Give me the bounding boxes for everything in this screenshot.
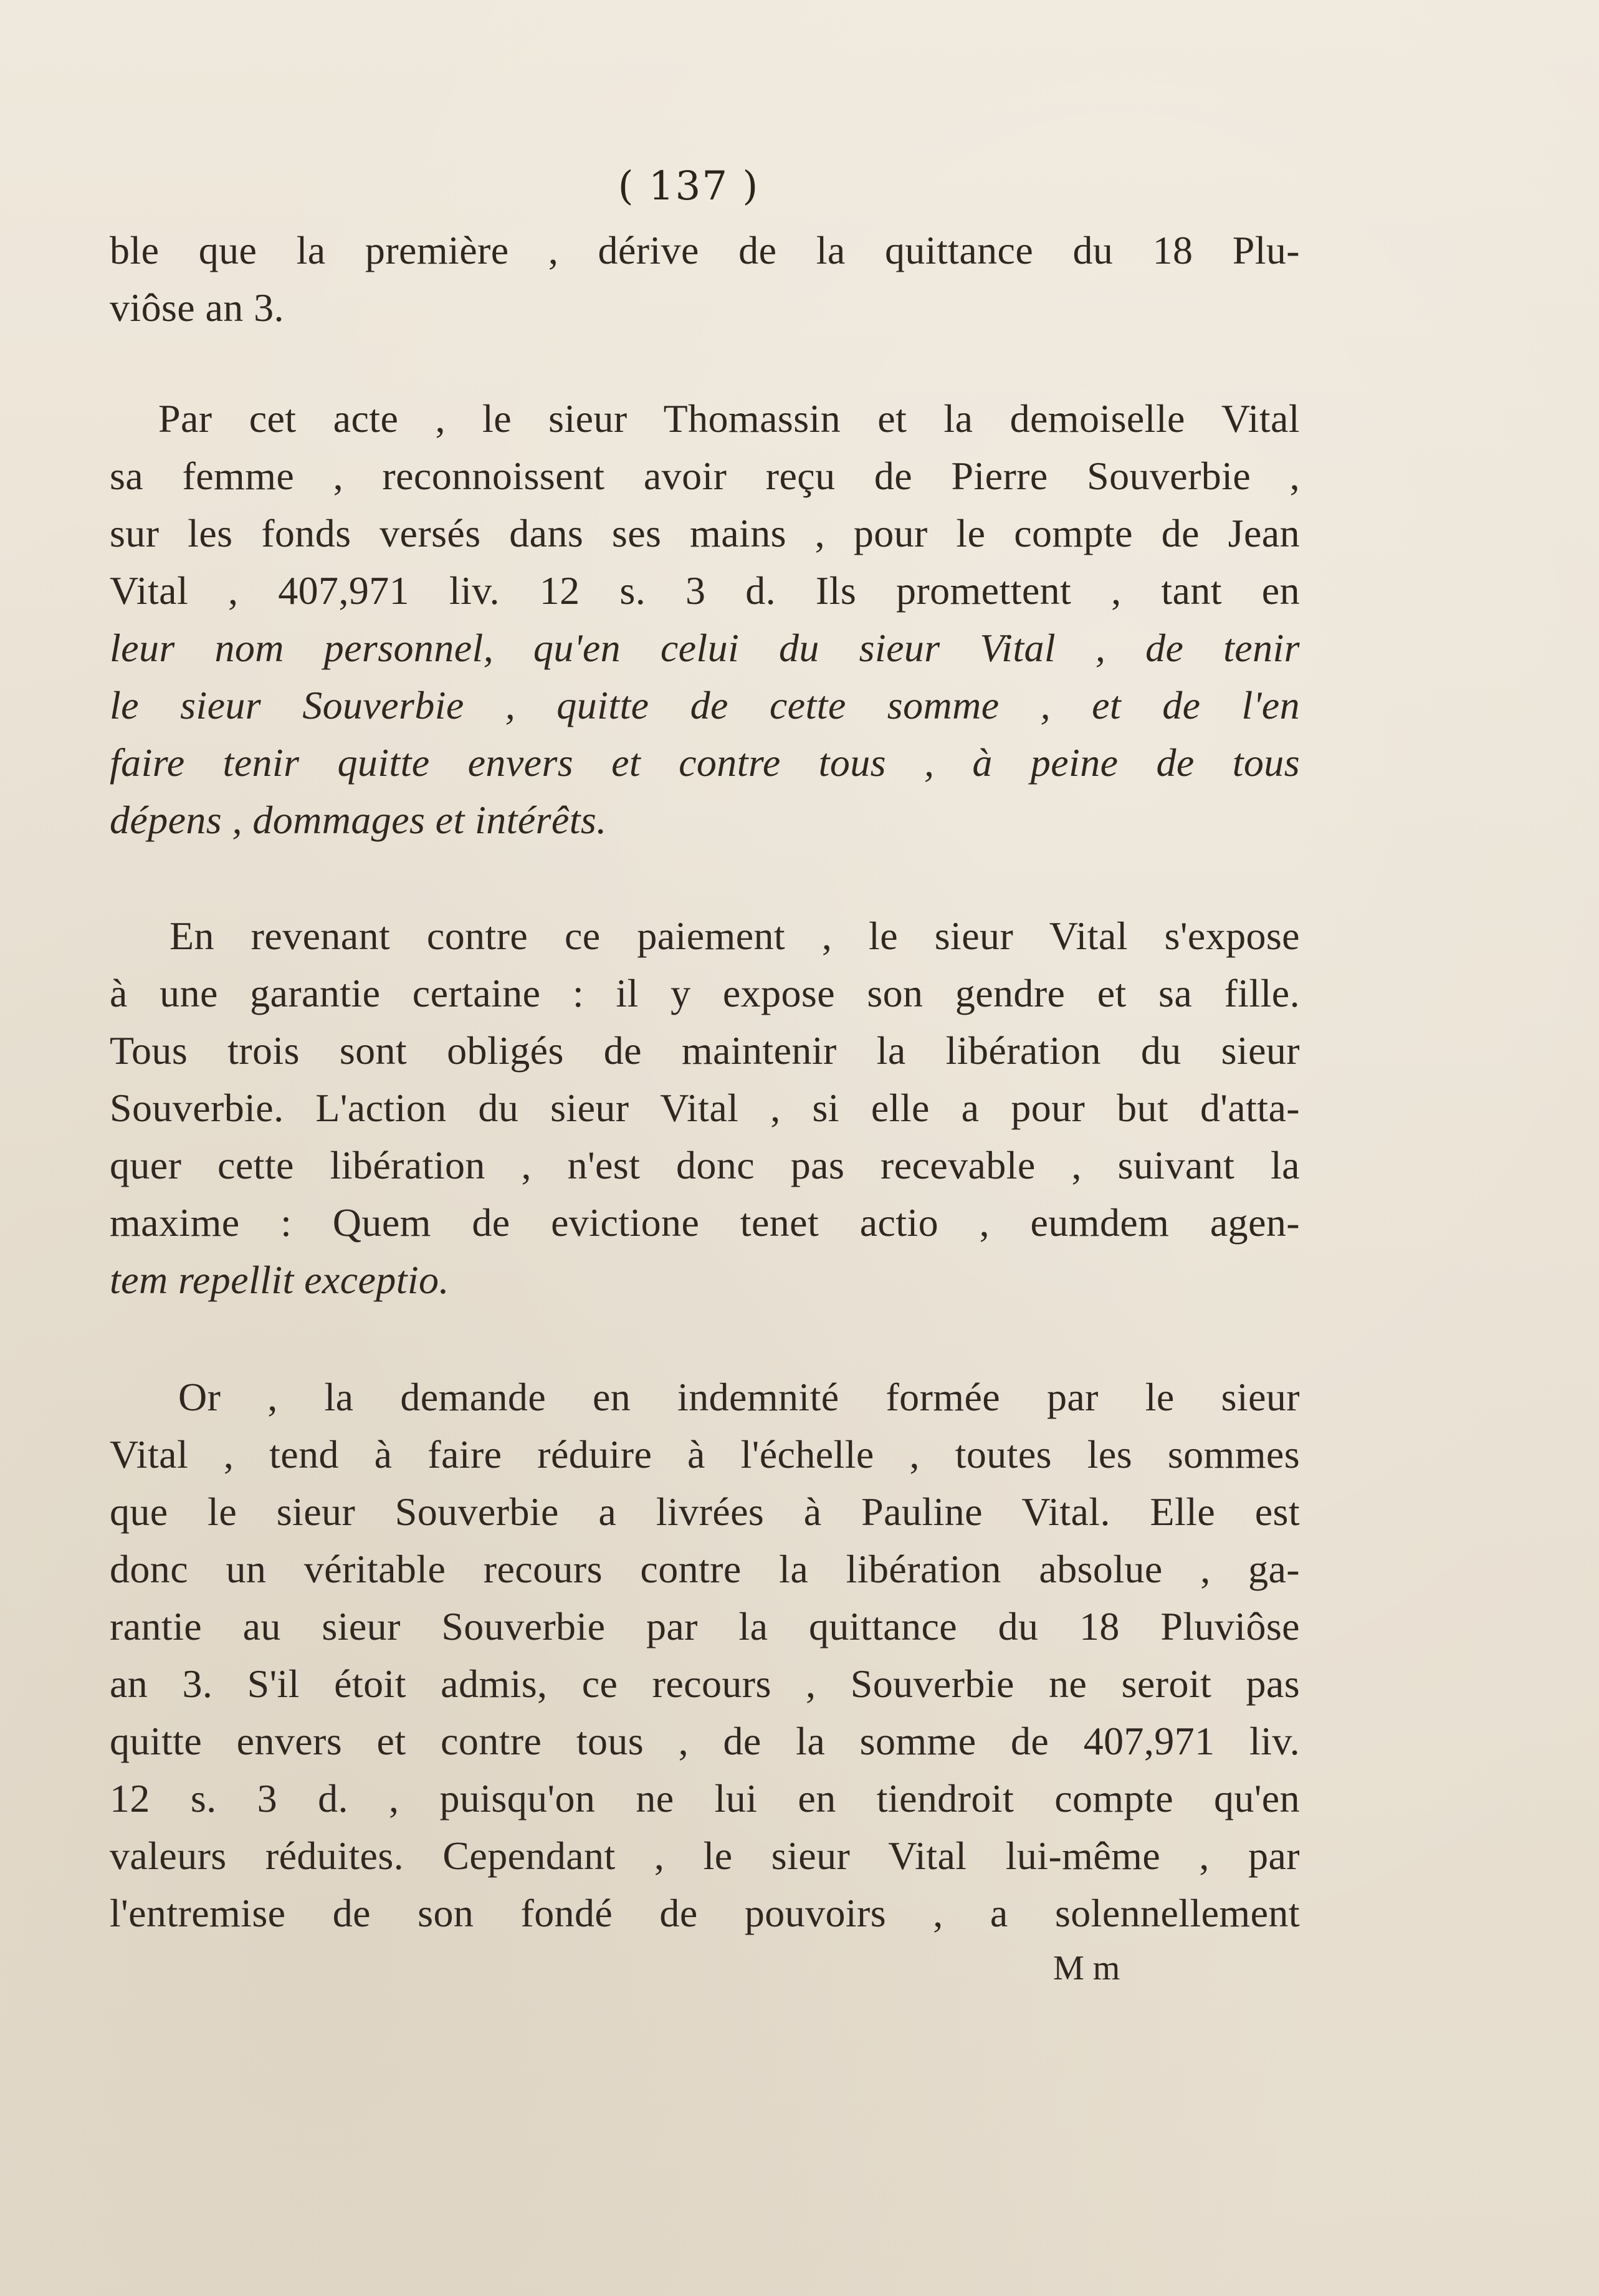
text-line: quer cette libération , n'est donc pas recevable , suivant la bbox=[110, 1143, 1300, 1187]
text-line-italic: leur nom personnel, qu'en celui du sieur Vital , de tenir bbox=[110, 626, 1300, 670]
text-line: an 3. S'il étoit admis, ce recours , Souverbie ne seroit pas bbox=[110, 1662, 1300, 1706]
text-line-italic: tem repellit exceptio. bbox=[110, 1258, 449, 1302]
text-line: En revenant contre ce paiement , le sieur Vital s'expose bbox=[169, 914, 1300, 958]
text-line: sur les fonds versés dans ses mains , pour le compte de Jean bbox=[110, 511, 1300, 555]
text-line: valeurs réduites. Cependant , le sieur Vital lui-même , par bbox=[110, 1834, 1300, 1878]
paragraph-3 bbox=[110, 907, 1300, 1309]
text-line-italic: dépens , dommages et intérêts. bbox=[110, 798, 607, 842]
text-line: l'entremise de son fondé de pouvoirs , a solennellement bbox=[110, 1891, 1300, 1935]
page-number-header: ( 137 ) bbox=[618, 163, 760, 209]
catchword: M m bbox=[1053, 1949, 1120, 1987]
text-line: à une garantie certaine : il y expose son gendre et sa fille. bbox=[110, 971, 1300, 1015]
paragraph-2 bbox=[110, 390, 1300, 849]
text-line: Vital , tend à faire réduire à l'échelle , toutes les sommes bbox=[110, 1432, 1300, 1476]
text-line-italic: le sieur Souverbie , quitte de cette somme , et de l'en bbox=[110, 683, 1300, 727]
text-line: rantie au sieur Souverbie par la quittance du 18 Pluviôse bbox=[110, 1604, 1300, 1648]
paragraph-1 bbox=[110, 222, 1300, 337]
text-line: Tous trois sont obligés de maintenir la libération du sieur bbox=[110, 1028, 1300, 1073]
text-line: donc un véritable recours contre la libération absolue , ga- bbox=[110, 1547, 1300, 1591]
text-line: maxime : Quem de evictione tenet actio , eumdem agen- bbox=[110, 1200, 1300, 1245]
text-line: Souverbie. L'action du sieur Vital , si elle a pour but d'atta- bbox=[110, 1086, 1300, 1130]
text-line: quitte envers et contre tous , de la somme de 407,971 liv. bbox=[110, 1719, 1300, 1763]
text-line: Vital , 407,971 liv. 12 s. 3 d. Ils promettent , tant en bbox=[110, 568, 1300, 613]
paragraph-4 bbox=[110, 1369, 1300, 1942]
text-line: sa femme , reconnoissent avoir reçu de Pierre Souverbie , bbox=[110, 454, 1300, 498]
text-line: viôse an 3. bbox=[110, 285, 284, 330]
text-line-italic: faire tenir quitte envers et contre tous , à peine de tous bbox=[110, 740, 1300, 785]
text-line: ble que la première , dérive de la quittance du 18 Plu- bbox=[110, 228, 1300, 272]
text-line: Or , la demande en indemnité formée par le sieur bbox=[178, 1375, 1300, 1419]
text-line: que le sieur Souverbie a livrées à Pauline Vital. Elle est bbox=[110, 1490, 1300, 1534]
text-line: 12 s. 3 d. , puisqu'on ne lui en tiendroit compte qu'en bbox=[110, 1776, 1300, 1820]
text-line: Par cet acte , le sieur Thomassin et la demoiselle Vital bbox=[158, 396, 1300, 441]
